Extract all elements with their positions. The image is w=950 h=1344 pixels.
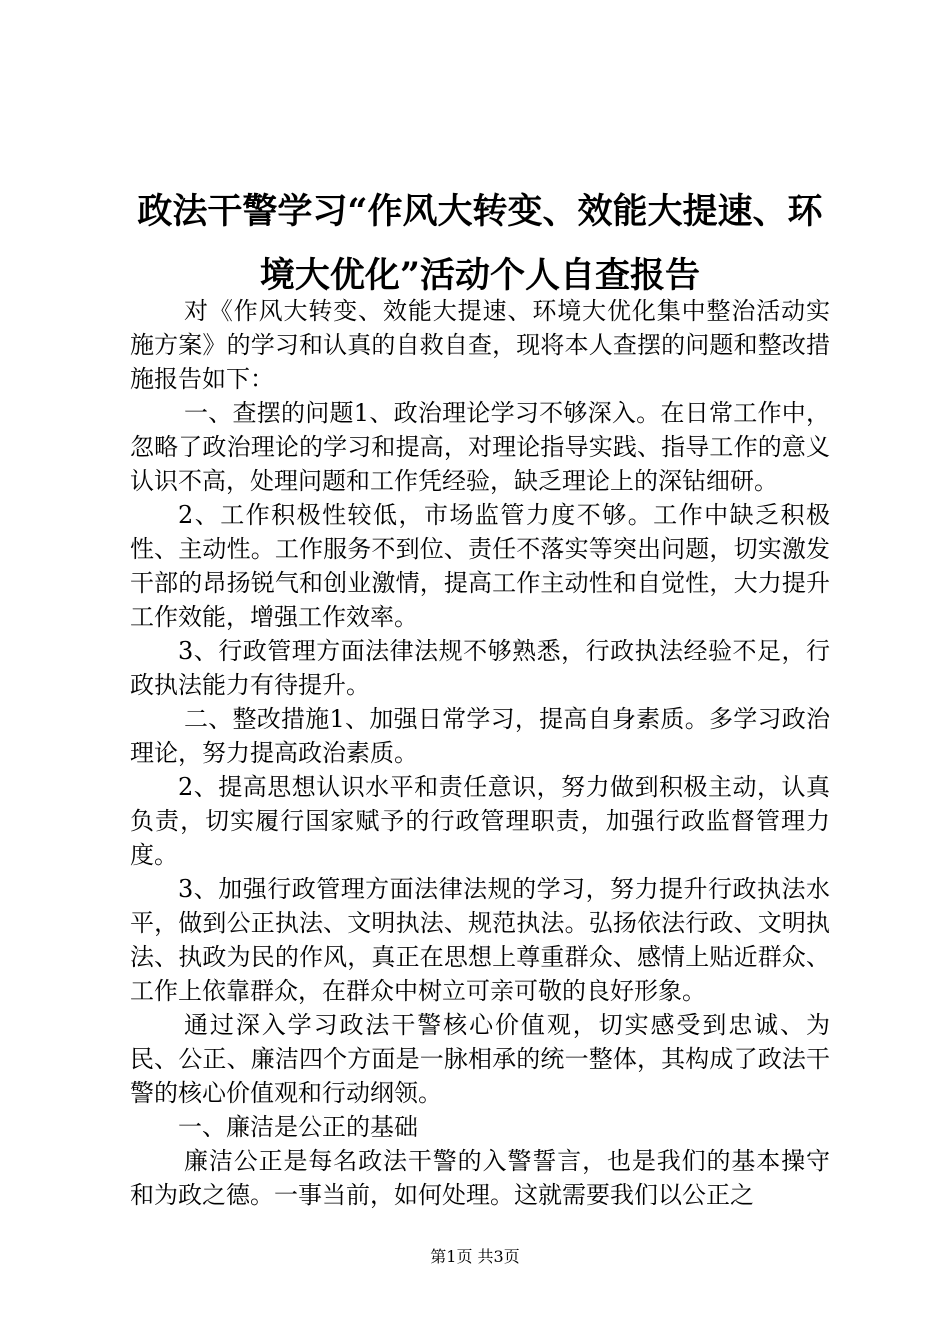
document-title: 政法干警学习“作风大转变、效能大提速、环境大优化”活动个人自查报告 [137,191,823,296]
section-heading-integrity: 一、廉洁是公正的基础 [178,1113,418,1141]
paragraph-problem-2: 2、工作积极性较低，市场监管力度不够。工作中缺乏积极性、主动性。工作服务不到位、责任不落实等突出问题，切实激发干部的昂扬锐气和创业激情，提高工作主动性和自觉性，大力提升工作效能，增强工作效率。 [130,501,830,631]
paragraph-intro: 对《作风大转变、效能大提速、环境大优化集中整治活动实施方案》的学习和认真的自救自查，现将本人查摆的问题和整改措施报告如下： [130,297,830,393]
paragraph-problem-1: 一、查摆的问题1、政治理论学习不够深入。在日常工作中，忽略了政治理论的学习和提高，对理论指导实践、指导工作的意义认识不高，处理问题和工作凭经验，缺乏理论上的深钻细研。 [130,399,830,495]
paragraph-measure-1: 二、整改措施1、加强日常学习，提高自身素质。多学习政治理论，努力提高政治素质。 [130,705,830,767]
paragraph-integrity: 廉洁公正是每名政法干警的入警誓言，也是我们的基本操守和为政之德。一事当前，如何处理。这就需要我们以公正之 [130,1147,830,1209]
paragraph-measure-2: 2、提高思想认识水平和责任意识，努力做到积极主动，认真负责，切实履行国家赋予的行政管理职责，加强行政监督管理力度。 [130,773,830,869]
paragraph-core-values: 通过深入学习政法干警核心价值观，切实感受到忠诚、为民、公正、廉洁四个方面是一脉相承的统一整体，其构成了政法干警的核心价值观和行动纲领。 [130,1011,830,1107]
paragraph-problem-3: 3、行政管理方面法律法规不够熟悉，行政执法经验不足，行政执法能力有待提升。 [130,637,830,699]
page-number: 第1页 共3页 [430,1247,520,1266]
document-body [130,294,830,1212]
paragraph-measure-3: 3、加强行政管理方面法律法规的学习，努力提升行政执法水平，做到公正执法、文明执法、规范执法。弘扬依法行政、文明执法、执政为民的作风，真正在思想上尊重群众、感情上贴近群众、工作上依靠群众，在群众中树立可亲可敬的良好形象。 [130,875,830,1005]
